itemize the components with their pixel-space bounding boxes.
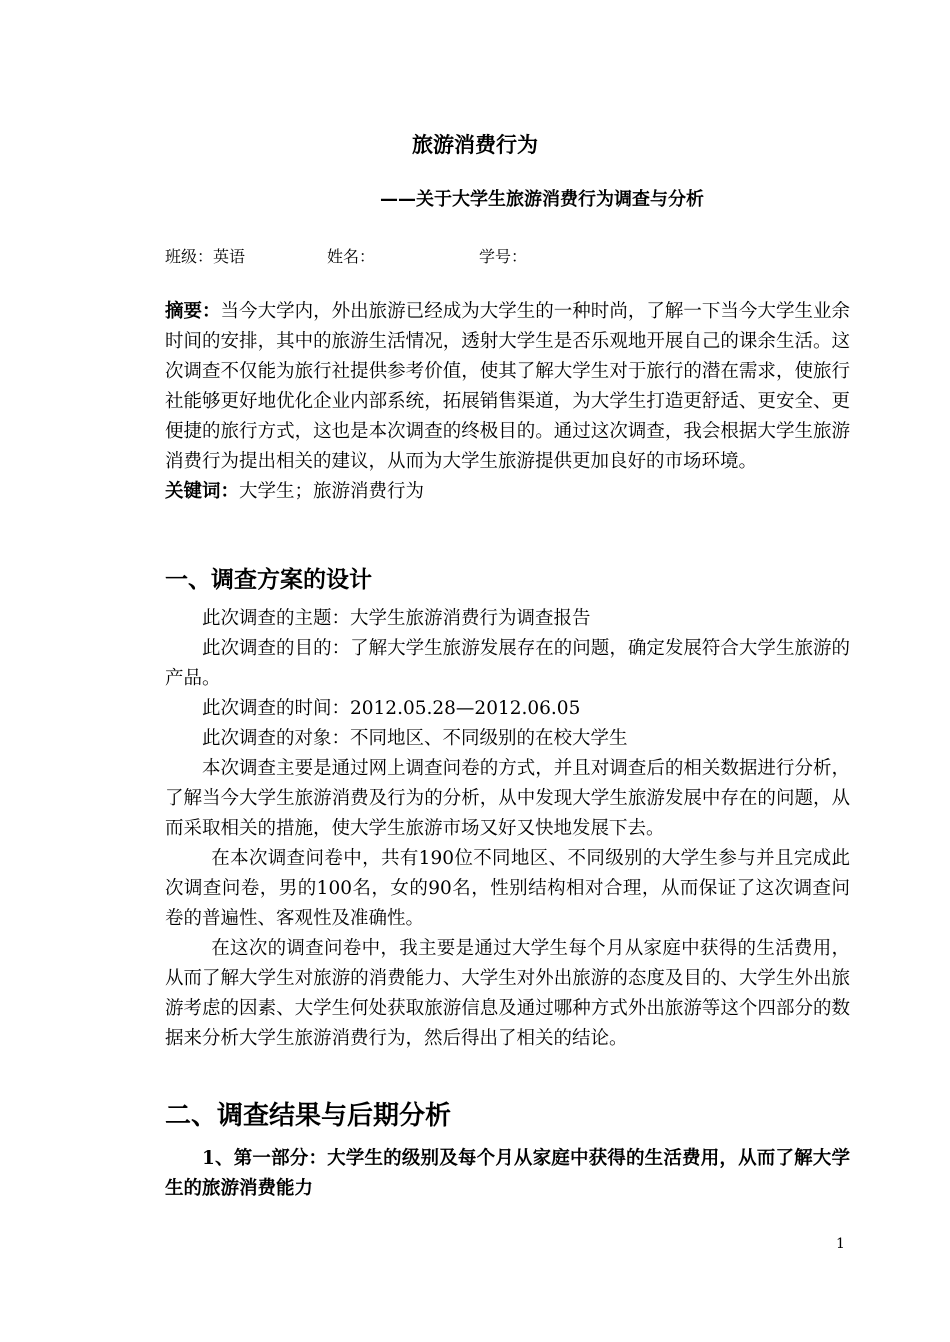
student-id-field: 学号： — [479, 247, 528, 266]
page-number: 1 — [836, 1236, 845, 1252]
section-1-paragraph: 在这次的调查问卷中，我主要是通过大学生每个月从家庭中获得的生活费用，从而了解大学生对旅游的消费能力、大学生对外出旅游的态度及目的、大学生外出旅游考虑的因素、大学生何处获取旅游信息及通过哪种方式外出旅游等这个四部分的数据来分析大学生旅游消费行为，然后得出了相关的结论。 — [165, 938, 850, 1049]
section-1-heading: 一、调查方案的设计 — [165, 567, 372, 593]
abstract-paragraph — [165, 297, 850, 477]
abstract-text: 当今大学内，外出旅游已经成为大学生的一种时尚，了解一下当今大学生业余时间的安排，其中的旅游生活情况，透射大学生是否乐观地开展自己的课余生活。这次调查不仅能为旅行社提供参考价值，使其了解大学生对于旅行的潜在需求，使旅行社能够更好地优化企业内部系统，拓展销售渠道，为大学生打造更舒适、更安全、更便捷的旅行方式，这也是本次调查的终极目的。通过这次调查，我会根据大学生旅游消费行为提出相关的建议，从而为大学生旅游提供更加良好的市场环境。 — [165, 301, 850, 472]
keywords-text: 大学生；旅游消费行为 — [239, 481, 425, 502]
section-1-paragraph: 此次调查的主题：大学生旅游消费行为调查报告 — [202, 608, 591, 629]
abstract-block — [165, 297, 850, 507]
section-1-paragraph: 此次调查的目的：了解大学生旅游发展存在的问题，确定发展符合大学生旅游的产品。 — [165, 638, 850, 689]
section-1 — [165, 564, 850, 1054]
name-field: 姓名： — [327, 247, 376, 266]
section-2-heading: 二、调查结果与后期分析 — [165, 1101, 452, 1131]
document-title: 旅游消费行为 — [412, 133, 538, 157]
keywords-paragraph — [165, 477, 850, 507]
abstract-label: 摘要： — [165, 301, 221, 322]
section-2 — [165, 1098, 850, 1204]
section-1-paragraph: 本次调查主要是通过网上调查问卷的方式，并且对调查后的相关数据进行分析，了解当今大学生旅游消费及行为的分析，从中发现大学生旅游发展中存在的问题，从而采取相关的措施，使大学生旅游市场又好又快地发展下去。 — [165, 758, 850, 839]
section-1-paragraph: 此次调查的时间：2012.05.28—2012.06.05 — [202, 698, 581, 719]
document-subtitle: ——关于大学生旅游消费行为调查与分析 — [380, 189, 704, 210]
section-2-subheading: 1、第一部分：大学生的级别及每个月从家庭中获得的生活费用，从而了解大学生的旅游消费能力 — [165, 1148, 850, 1199]
section-1-paragraph: 此次调查的对象：不同地区、不同级别的在校大学生 — [202, 728, 628, 749]
student-info — [165, 245, 527, 269]
keywords-label: 关键词： — [165, 481, 240, 502]
class-field: 班级：英语 — [165, 247, 246, 266]
section-1-paragraph: 在本次调查问卷中，共有190位不同地区、不同级别的大学生参与并且完成此次调查问卷，男的100名，女的90名，性别结构相对合理，从而保证了这次调查问卷的普遍性、客观性及准确性。 — [165, 848, 850, 929]
